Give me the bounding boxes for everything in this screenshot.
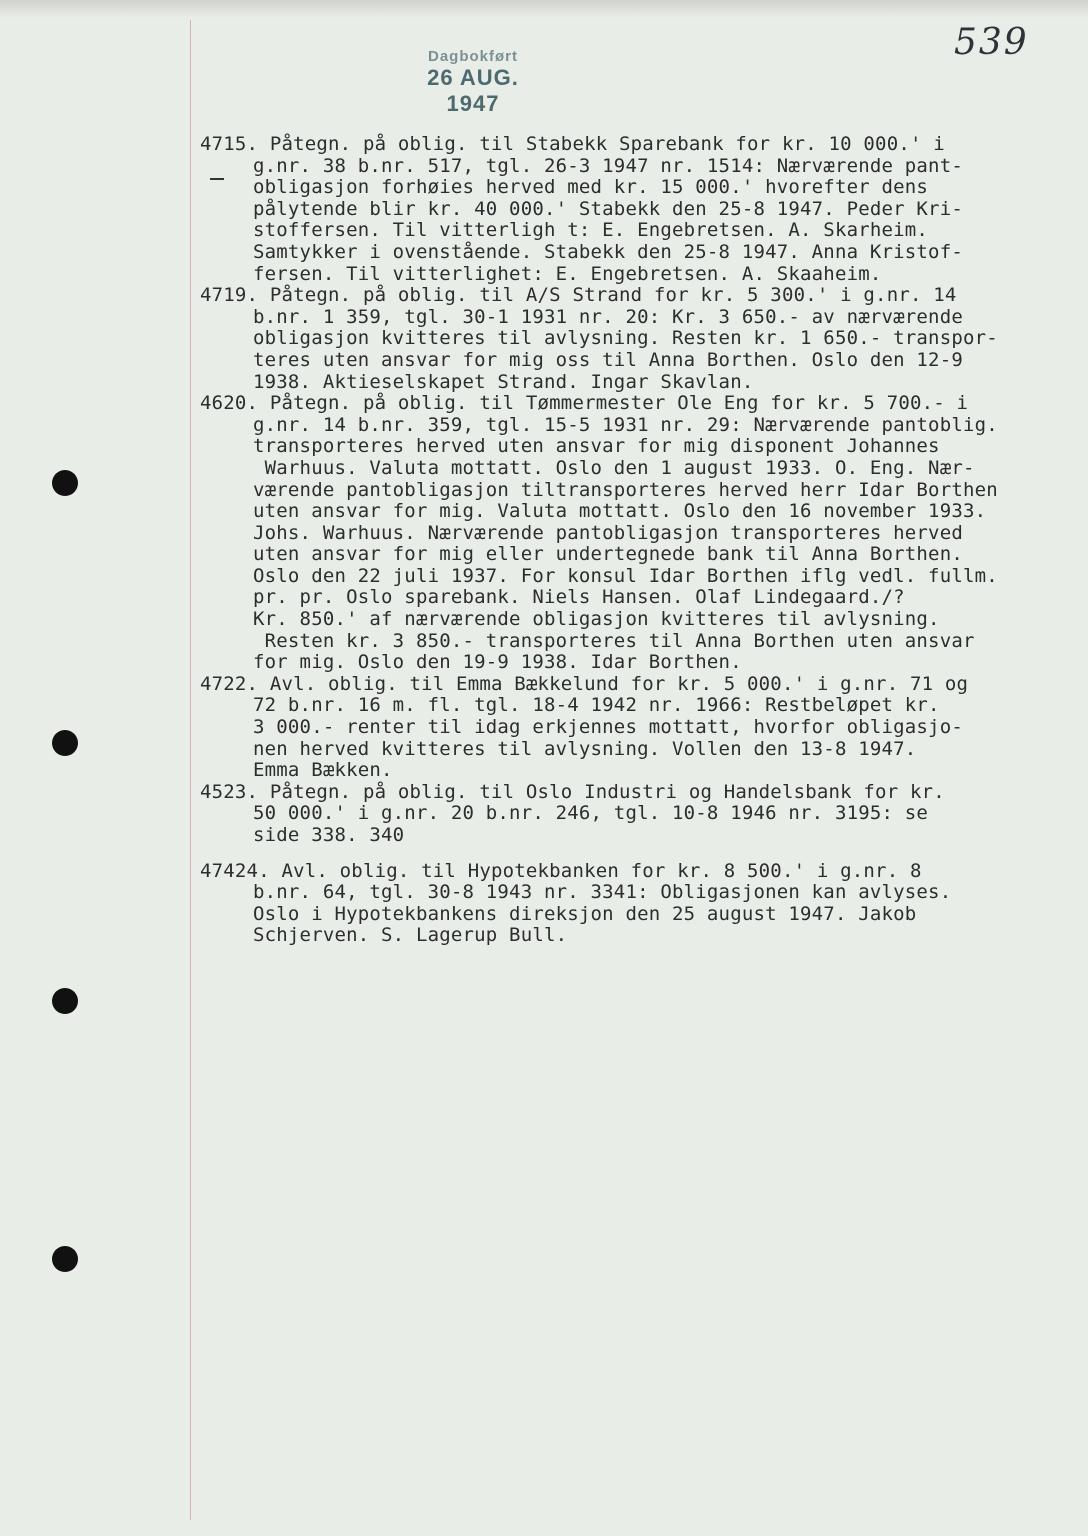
ledger-entry	[200, 134, 1080, 285]
entry-heading-line: 4620. Påtegn. på oblig. til Tømmermester Ole Eng for kr. 5 700.- i	[200, 392, 969, 415]
ledger-entry	[200, 674, 1080, 782]
entry-text-line: uten ansvar for mig eller undertegnede bank til Anna Borthen.	[253, 543, 963, 566]
entry-text-line: Oslo den 22 juli 1937. For konsul Idar Borthen iflg vedl. fullm.	[253, 564, 998, 587]
entry-heading-line: 4523. Påtegn. på oblig. til Oslo Industri og Handelsbank for kr.	[200, 780, 945, 803]
entry-text-line: g.nr. 38 b.nr. 517, tgl. 26-3 1947 nr. 1514: Nærværende pant-	[253, 154, 963, 177]
entry-text-line: g.nr. 14 b.nr. 359, tgl. 15-5 1931 nr. 29: Nærværende pantoblig.	[253, 413, 998, 436]
ledger-entry	[200, 782, 1080, 847]
entry-heading-line: 4715. Påtegn. på oblig. til Stabekk Sparebank for kr. 10 000.' i	[200, 133, 945, 155]
entry-text-line: for mig. Oslo den 19-9 1938. Idar Borthen.	[253, 651, 742, 674]
entry-text-line: Resten kr. 3 850.- transporteres til Anna Borthen uten ansvar	[253, 629, 975, 652]
entry-text-line: b.nr. 1 359, tgl. 30-1 1931 nr. 20: Kr. 3 650.- av nærværende	[253, 305, 963, 328]
margin-rule	[190, 20, 191, 1520]
entry-text-line: Johs. Warhuus. Nærværende pantobligasjon transporteres herved	[253, 521, 963, 544]
ledger-entry	[200, 861, 1080, 947]
entry-text-line: Samtykker i ovenstående. Stabekk den 25-8 1947. Anna Kristof-	[253, 240, 963, 263]
entry-text-line: Emma Bækken.	[253, 759, 393, 782]
binder-hole	[52, 470, 78, 496]
ledger-entry	[200, 285, 1080, 393]
entry-heading-line: 4719. Påtegn. på oblig. til A/S Strand for kr. 5 300.' i g.nr. 14	[200, 284, 957, 307]
entry-text-line: obligasjon forhøies herved med kr. 15 000.' hvorefter dens	[253, 176, 929, 199]
entry-text-line: Kr. 850.' af nærværende obligasjon kvitteres til avlysning.	[253, 608, 940, 631]
entry-heading-line: 47424. Avl. oblig. til Hypotekbanken for kr. 8 500.' i g.nr. 8	[200, 859, 922, 882]
entry-text-line: uten ansvar for mig. Valuta mottatt. Oslo den 16 november 1933.	[253, 500, 987, 523]
entry-text-line: teres uten ansvar for mig oss til Anna Borthen. Oslo den 12-9	[253, 348, 963, 371]
entry-text-line: transporteres herved uten ansvar for mig disponent Johannes	[253, 435, 940, 458]
entry-text-line: pr. pr. Oslo sparebank. Niels Hansen. Olaf Lindegaard./?	[253, 586, 905, 609]
stamp-label: Dagbokført	[428, 48, 518, 65]
ledger-entry	[200, 393, 1080, 674]
stamp-date: 26 AUG. 1947	[427, 65, 519, 116]
entry-text-line: side 338. 340	[253, 824, 405, 846]
entry-text-line: nen herved kvitteres til avlysning. Vollen den 13-8 1947.	[253, 737, 917, 760]
entry-text-line: stoffersen. Til vitterligh t: E. Engebretsen. A. Skarheim.	[253, 219, 929, 242]
entry-text-line: værende pantobligasjon tiltransporteres herved herr Idar Borthen	[253, 478, 998, 501]
entry-text-line: Oslo i Hypotekbankens direksjon den 25 august 1947. Jakob	[253, 902, 917, 925]
entry-text-line: 50 000.' i g.nr. 20 b.nr. 246, tgl. 10-8 1946 nr. 3195: se	[253, 802, 929, 825]
entry-text-line: 1938. Aktieselskapet Strand. Ingar Skavlan.	[253, 370, 754, 393]
entry-gap	[200, 847, 1080, 861]
page-number: 539	[954, 22, 1029, 63]
date-stamp	[398, 48, 548, 117]
binder-hole	[52, 730, 78, 756]
page-top-edge	[0, 0, 1088, 18]
entry-text-line: fersen. Til vitterlighet: E. Engebretsen. A. Skaaheim.	[253, 262, 882, 285]
entries-list	[200, 134, 1080, 947]
entry-heading-line: 4722. Avl. oblig. til Emma Bækkelund for kr. 5 000.' i g.nr. 71 og	[200, 672, 969, 695]
entry-text-line: 3 000.- renter til idag erkjennes mottatt, hvorfor obligasjo-	[253, 716, 963, 739]
entry-text-line: 72 b.nr. 16 m. fl. tgl. 18-4 1942 nr. 1966: Restbeløpet kr.	[253, 694, 940, 717]
binder-hole	[52, 988, 78, 1014]
entry-text-line: obligasjon kvitteres til avlysning. Resten kr. 1 650.- transpor-	[253, 327, 998, 350]
entry-text-line: Schjerven. S. Lagerup Bull.	[253, 924, 568, 947]
entry-text-line: Warhuus. Valuta mottatt. Oslo den 1 august 1933. O. Eng. Nær-	[253, 456, 975, 479]
entry-text-line: pålytende blir kr. 40 000.' Stabekk den 25-8 1947. Peder Kri-	[253, 197, 963, 220]
binder-hole	[52, 1246, 78, 1272]
entry-text-line: b.nr. 64, tgl. 30-8 1943 nr. 3341: Obligasjonen kan avlyses.	[253, 881, 952, 904]
